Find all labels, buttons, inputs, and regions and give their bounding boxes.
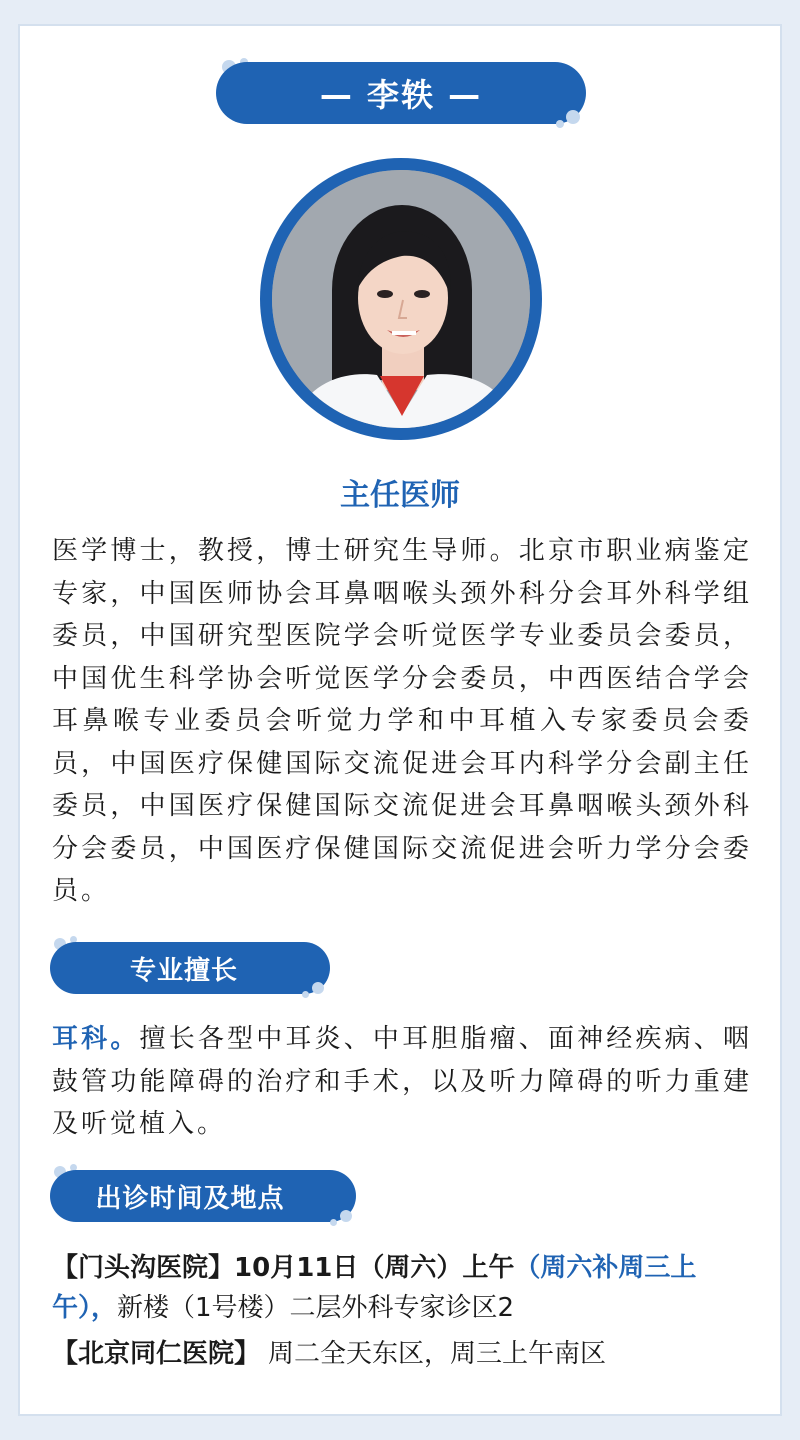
decor-bubble: [302, 991, 309, 998]
doctor-name: — 李轶 —: [319, 76, 483, 114]
portrait-illustration: [272, 170, 530, 428]
schedule-hospital-2: [52, 1334, 752, 1374]
hospital-1-place: 新楼（1号楼）二层外科专家诊区2: [117, 1293, 515, 1323]
decor-bubble: [566, 110, 580, 124]
doctor-name-banner: [216, 62, 586, 124]
hospital-1-name: 【门头沟医院】: [52, 1253, 235, 1283]
hospital-2-name: 【北京同仁医院】: [52, 1339, 261, 1369]
doctor-portrait: [272, 170, 530, 428]
decor-bubble: [330, 1219, 337, 1226]
schedule-hospital-1: [52, 1248, 752, 1328]
specialty-heading-pill: [50, 942, 330, 994]
hospital-1-note: （周六补周三上午），: [52, 1253, 697, 1323]
schedule-heading-pill: [50, 1170, 356, 1222]
specialty-text: [52, 1018, 752, 1146]
decor-bubble: [556, 120, 564, 128]
schedule-heading: 出诊时间及地点: [95, 1183, 285, 1214]
hospital-1-time: 10月11日（周六）上午: [234, 1253, 515, 1283]
doctor-title: 主任医师: [340, 478, 460, 513]
specialty-field: 耳科。: [52, 1024, 140, 1054]
decor-bubble: [340, 1210, 352, 1222]
doctor-bio: 医学博士，教授，博士研究生导师。北京市职业病鉴定专家，中国医师协会耳鼻咽喉头颈外科分会耳外科学组委员，中国研究型医院学会听觉医学专业委员会委员，中国优生科学协会听觉医学分会委员，中西医结合学会耳鼻喉专业委员会听觉力学和中耳植入专家委员会委员，中国医疗保健国际交流促进会耳内科学分会副主任委员，中国医疗保健国际交流促进会耳鼻咽喉头颈外科分会委员，中国医疗保健国际交流促进会听力学分会委员。: [52, 536, 752, 906]
decor-bubble: [312, 982, 324, 994]
specialty-heading: 专业擅长: [129, 955, 238, 986]
hospital-2-time: 周二全天东区，周三上午南区: [268, 1339, 607, 1369]
specialty-description: 擅长各型中耳炎、中耳胆脂瘤、面神经疾病、咽鼓管功能障碍的治疗和手术，以及听力障碍的听力重建及听觉植入。: [52, 1024, 752, 1139]
